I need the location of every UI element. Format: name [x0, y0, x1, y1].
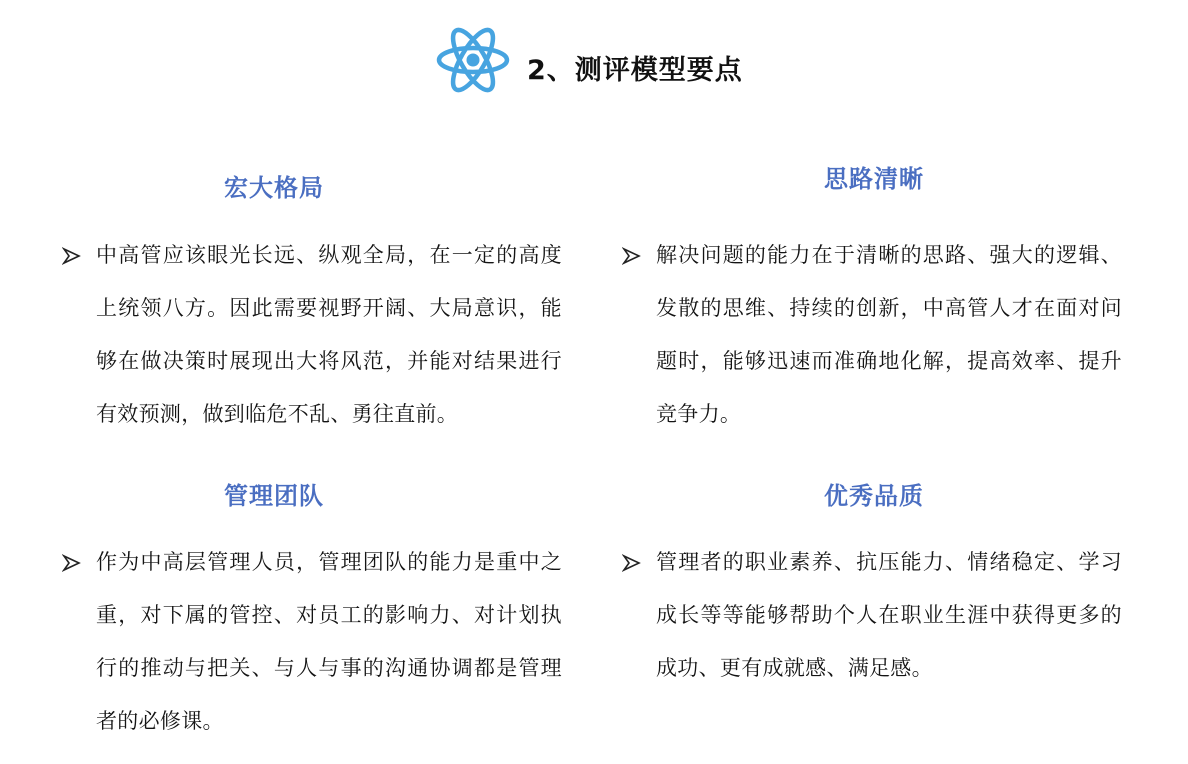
atom-icon [436, 20, 510, 100]
arrow-bullet-icon [622, 246, 642, 266]
section-text-excellent-quality: 管理者的职业素养、抗压能力、情绪稳定、学习成长等等能够帮助个人在职业生涯中获得更多的成功、更有成就感、满足感。 [656, 550, 1122, 680]
arrow-bullet-icon [622, 553, 642, 573]
section-heading-clear-thinking: 思路清晰 [824, 165, 924, 193]
section-text-clear-thinking: 解决问题的能力在于清晰的思路、强大的逻辑、发散的思维、持续的创新，中高管人才在面对问题时，能够迅速而准确地化解，提高效率、提升竞争力。 [656, 243, 1122, 426]
arrow-bullet-icon [62, 246, 82, 266]
section-text-grand-vision: 中高管应该眼光长远、纵观全局，在一定的高度上统领八方。因此需要视野开阔、大局意识，能够在做决策时展现出大将风范，并能对结果进行有效预测，做到临危不乱、勇往直前。 [96, 243, 562, 426]
header [0, 20, 1188, 116]
section-heading-excellent-quality: 优秀品质 [824, 482, 924, 510]
arrow-bullet-icon [62, 553, 82, 573]
section-text-team-management: 作为中高层管理人员，管理团队的能力是重中之重，对下属的管控、对员工的影响力、对计划执行的推动与把关、与人与事的沟通协调都是管理者的必修课。 [96, 550, 562, 733]
section-heading-grand-vision: 宏大格局 [224, 174, 324, 202]
page-title: 2、测评模型要点 [527, 55, 743, 86]
section-heading-team-management: 管理团队 [224, 482, 324, 510]
